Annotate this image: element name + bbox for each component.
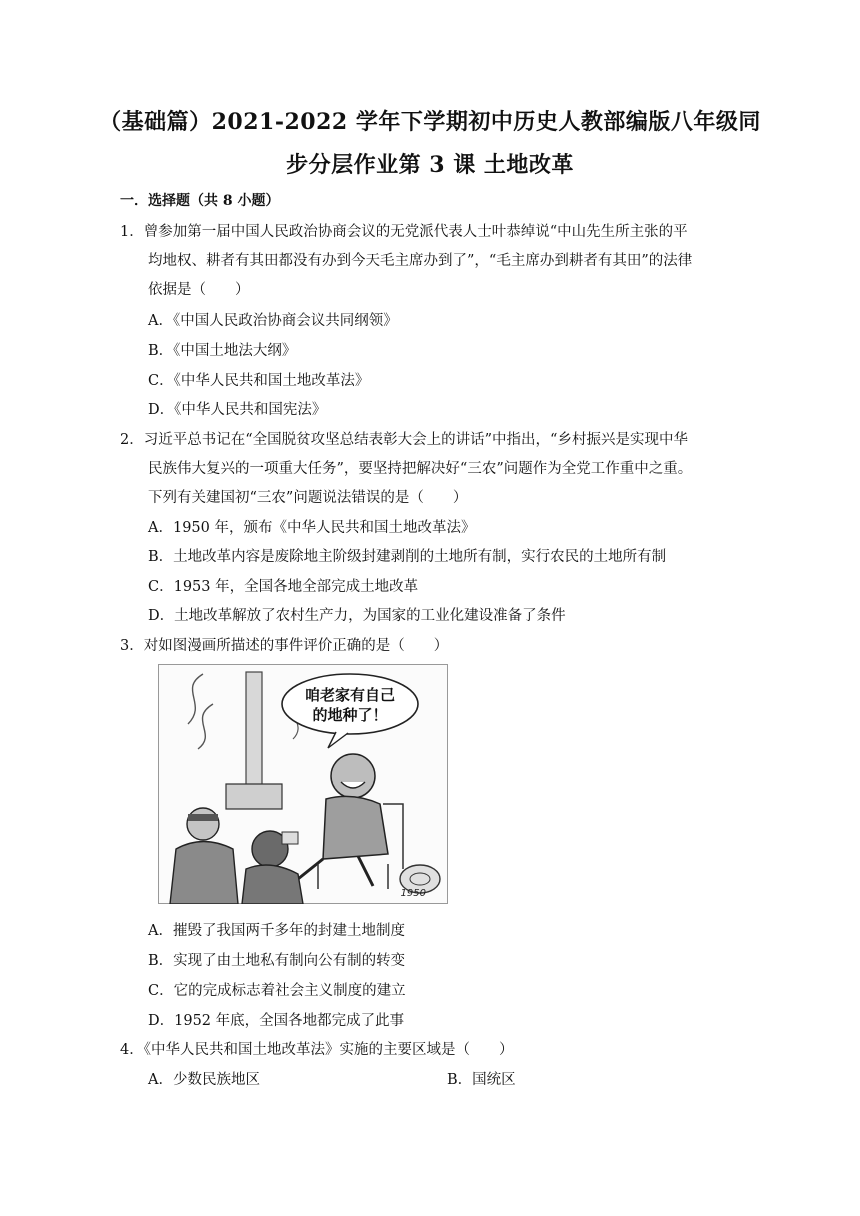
question-2-option-a: A．1950 年，颁布《中华人民共和国土地改革法》 xyxy=(148,520,476,536)
stove-pipe xyxy=(246,672,262,802)
question-3-line-1: 3．对如图漫画所描述的事件评价正确的是（ ） xyxy=(120,638,449,654)
cartoon-year: 1950 xyxy=(400,888,426,899)
question-1-line-1: 1．曾参加第一届中国人民政治协商会议的无党派代表人士叶恭绰说“中山先生所主张的平 xyxy=(120,224,688,240)
question-1-line-2: 均地权、耕者有其田都没有办到今天毛主席办到了”，“毛主席办到耕者有其田”的法律 xyxy=(148,253,693,269)
document-title-line-1: （基础篇）2021-2022 学年下学期初中历史人教部编版八年级同 xyxy=(99,109,761,135)
section-heading: 一．选择题（共 8 小题） xyxy=(120,193,280,209)
question-4-option-a: A．少数民族地区 xyxy=(148,1072,260,1088)
question-2-line-3: 下列有关建国初“三农”问题说法错误的是（ ） xyxy=(148,490,468,506)
document-title-line-2: 步分层作业第 3 课 土地改革 xyxy=(286,152,574,178)
question-2-line-2: 民族伟大复兴的一项重大任务”，要坚持把解决好“三农”问题作为全党工作重中之重。 xyxy=(148,461,693,477)
farmer-body xyxy=(323,796,388,859)
question-3-option-c: C．它的完成标志着社会主义制度的建立 xyxy=(148,983,406,999)
question-2-option-d: D．土地改革解放了农村生产力，为国家的工业化建设准备了条件 xyxy=(148,608,566,624)
question-3-option-b: B．实现了由土地私有制向公有制的转变 xyxy=(148,953,406,969)
question-2-line-1: 2．习近平总书记在“全国脱贫攻坚总结表彰大会上的讲话”中指出，“乡村振兴是实现中华 xyxy=(120,432,688,448)
bowl xyxy=(282,832,298,844)
farmer-head xyxy=(331,754,375,798)
speech-bubble xyxy=(282,674,418,734)
question-3-option-d: D．1952 年底，全国各地都完成了此事 xyxy=(148,1013,405,1029)
question-4-option-b: B．国统区 xyxy=(447,1072,516,1088)
question-2-option-c: C．1953 年，全国各地全部完成土地改革 xyxy=(148,579,419,595)
question-4-line-1: 4．《中华人民共和国土地改革法》实施的主要区域是（ ） xyxy=(120,1042,514,1058)
officer-body xyxy=(170,842,238,905)
question-1-option-d: D．《中华人民共和国宪法》 xyxy=(148,402,327,418)
question-1-line-3: 依据是（ ） xyxy=(148,282,250,298)
officer-head xyxy=(187,808,219,840)
question-1-option-a: A．《中国人民政治协商会议共同纲领》 xyxy=(148,313,398,329)
speech-text-line-1: 咱老家有自己 xyxy=(304,686,396,704)
question-3-option-a: A．摧毁了我国两千多年的封建土地制度 xyxy=(148,923,405,939)
stove xyxy=(226,784,282,809)
question-1-option-c: C．《中华人民共和国土地改革法》 xyxy=(148,373,370,389)
question-2-option-b: B．土地改革内容是废除地主阶级封建剥削的土地所有制，实行农民的土地所有制 xyxy=(148,549,667,565)
question-1-option-b: B．《中国土地法大纲》 xyxy=(148,343,297,359)
officer-cap xyxy=(188,814,218,821)
land-reform-cartoon xyxy=(158,664,448,904)
speech-text-line-2: 的地种了！ xyxy=(312,706,388,724)
